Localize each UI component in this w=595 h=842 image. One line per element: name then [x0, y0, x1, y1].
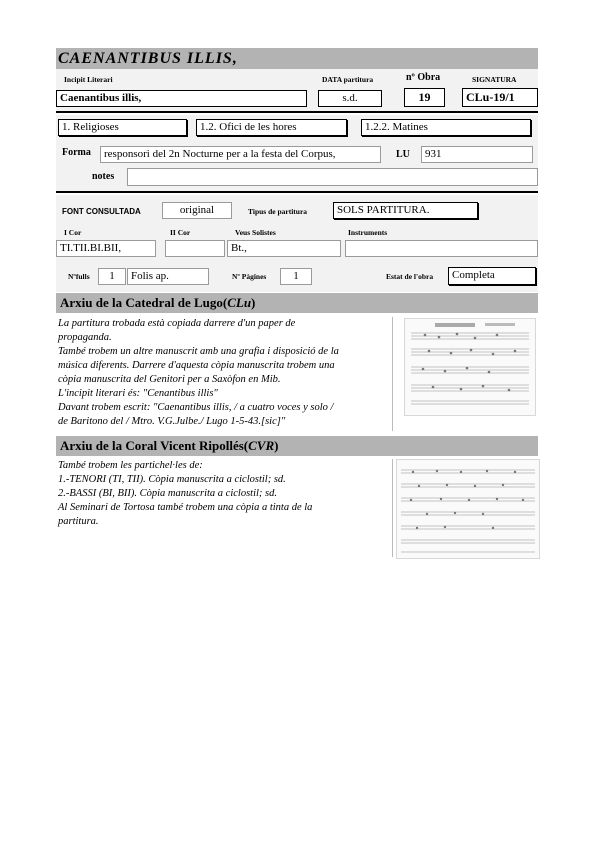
note-line: música diferents. Darrere d'aquesta còpia manuscrita trobem una: [58, 360, 335, 371]
note-line: de Baritono del / Mtro. V.G.Julbe./ Lugo 1-5-43.[sic]": [58, 416, 286, 427]
archive-heading: [56, 436, 538, 456]
notes-field[interactable]: [127, 168, 538, 186]
archive-notes: [58, 459, 312, 529]
incipit-label: Incipit Literari: [64, 75, 113, 84]
manuscript-thumbnail: [396, 459, 540, 559]
incipit-field[interactable]: Caenantibus illis,: [56, 90, 307, 107]
instruments-field[interactable]: [345, 240, 538, 257]
note-line: La partitura trobada està copiada darrere d'un paper de: [58, 318, 296, 329]
i-cor-field[interactable]: TI.TII.BI.BII,: [56, 240, 156, 257]
category-3-field[interactable]: 1.2.2. Matines: [361, 119, 531, 136]
obra-label: nº Obra: [406, 72, 441, 83]
archive-close: ): [274, 438, 279, 453]
data-field[interactable]: s.d.: [318, 90, 382, 107]
column-divider: [392, 317, 393, 431]
note-line: 1.-TENORI (TI, TII). Còpia manuscrita a ciclostil; sd.: [58, 474, 286, 485]
folis-field[interactable]: Folis ap.: [127, 268, 209, 285]
i-cor-label: I Cor: [64, 228, 82, 237]
veus-solistes-label: Veus Solistes: [235, 228, 276, 237]
forma-field[interactable]: responsori del 2n Nocturne per a la festa del Corpus,: [100, 146, 381, 163]
signatura-field[interactable]: CLu-19/1: [462, 88, 538, 107]
data-label: DATA partitura: [322, 75, 374, 84]
ii-cor-label: II Cor: [170, 228, 191, 237]
manuscript-thumbnail: [404, 318, 536, 416]
page-title: CAENANTIBUS ILLIS,: [58, 50, 238, 67]
note-line: També trobem les partichel·les de:: [58, 460, 203, 471]
category-2-field[interactable]: 1.2. Ofici de les hores: [196, 119, 347, 136]
npagines-field[interactable]: 1: [280, 268, 312, 285]
ii-cor-field[interactable]: [165, 240, 225, 257]
divider: [56, 191, 538, 193]
divider: [56, 111, 538, 113]
nfulls-field[interactable]: 1: [98, 268, 126, 285]
archive-code: CLu: [227, 295, 252, 310]
note-line: còpia manuscrita del Genitori per a Saxòfon en Mib.: [58, 374, 281, 385]
nfulls-label: Nºfulls: [68, 272, 90, 281]
archive-title: Arxiu de la Catedral de Lugo(: [60, 295, 228, 310]
estat-label: Estat de l'obra: [386, 272, 434, 281]
archive-title: Arxiu de la Coral Vicent Ripollés(: [60, 438, 249, 453]
tipus-field[interactable]: SOLS PARTITURA.: [333, 202, 478, 219]
note-line: 2.-BASSI (BI, BII). Còpia manuscrita a ciclostil; sd.: [58, 488, 278, 499]
category-1-field[interactable]: 1. Religioses: [58, 119, 187, 136]
note-line: partitura.: [58, 516, 99, 527]
estat-field[interactable]: Completa: [448, 267, 536, 285]
note-line: Davant trobem escrit: "Caenantibus illis, / a cuatro voces y solo /: [58, 402, 334, 413]
tipus-label: Tipus de partitura: [248, 207, 308, 216]
archive-close: ): [251, 295, 256, 310]
obra-field[interactable]: 19: [404, 88, 445, 107]
lu-field[interactable]: 931: [421, 146, 533, 163]
notes-label: notes: [92, 171, 115, 182]
archive-code: CVR: [248, 438, 275, 453]
column-divider: [392, 459, 393, 557]
forma-label: Forma: [62, 147, 91, 158]
signatura-label: SIGNATURA: [472, 75, 517, 84]
note-line: propaganda.: [58, 332, 112, 343]
font-consultada-field[interactable]: original: [162, 202, 232, 219]
lu-label: LU: [396, 149, 410, 160]
veus-solistes-field[interactable]: Bt.,: [227, 240, 341, 257]
font-consultada-label: FONT CONSULTADA: [62, 207, 141, 216]
note-line: L'incipit literari és: "Cenantibus illis": [58, 388, 218, 399]
npagines-label: Nº Pàgines: [232, 272, 267, 281]
instruments-label: Instruments: [348, 228, 388, 237]
archive-heading: [56, 293, 538, 313]
archive-notes: [58, 317, 339, 429]
note-line: Al Seminari de Tortosa també trobem una còpia a tinta de la: [58, 502, 313, 513]
note-line: També trobem un altre manuscrit amb una grafia i disposició de la: [58, 346, 339, 357]
